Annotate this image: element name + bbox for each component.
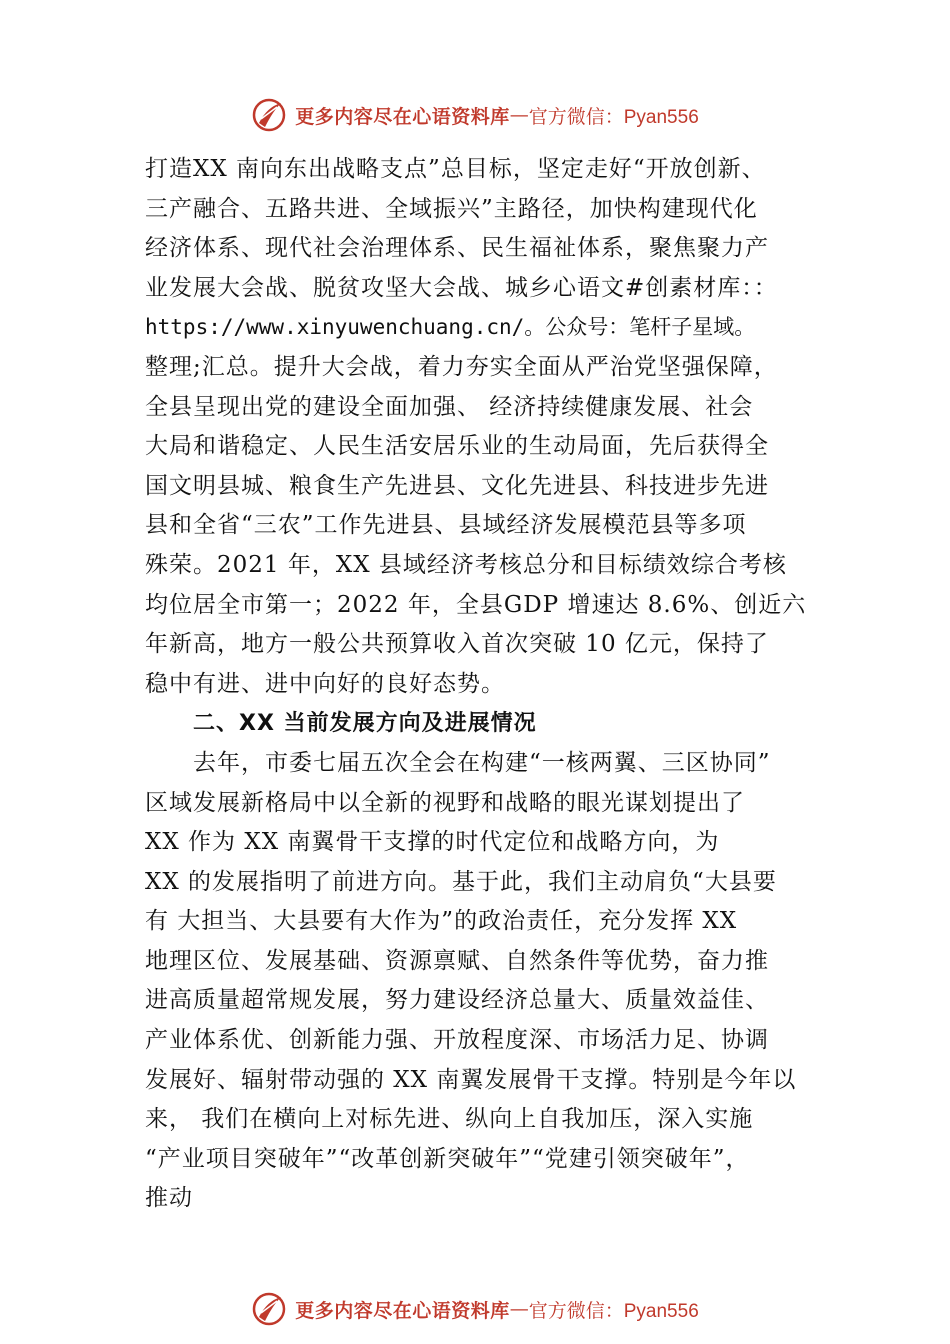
paragraph-line: XX 的发展指明了前进方向。基于此，我们主动肩负“大县要: [145, 868, 777, 895]
paragraph-line: 地理区位、发展基础、资源禀赋、自然条件等优势，奋力推: [145, 947, 769, 974]
paragraph-line: 有 大担当、大县要有大作为”的政治责任，充分发挥 XX: [145, 908, 738, 935]
paragraph-line: 年新高，地方一般公共预算收入首次突破 10 亿元，保持了: [145, 631, 769, 658]
paragraph-line: 国文明县城、粮食生产先进县、文化先进县、科技进步先进: [145, 472, 769, 499]
paragraph-line: 发展好、辐射带动强的 XX 南翼发展骨干支撑。特别是今年以: [145, 1066, 797, 1093]
paragraph-line: 产业体系优、创新能力强、开放程度深、市场活力足、协调: [145, 1027, 769, 1054]
paragraph-line: 大局和谐稳定、人民生活安居乐业的生动局面，先后获得全: [145, 433, 769, 460]
paragraph-line: 经济体系、现代社会治理体系、民生福祉体系，聚焦聚力产: [145, 235, 769, 262]
footer-banner: [0, 1286, 950, 1332]
paragraph-line: 来， 我们在横向上对标先进、纵向上自我加压，深入实施: [145, 1106, 754, 1133]
paragraph-line: 打造XX 南向东出战略支点”总目标，坚定走好“开放创新、: [145, 156, 766, 182]
banner-title: 更多内容尽在心语资料库: [295, 105, 510, 128]
paragraph-line: 稳中有进、进中向好的良好态势。: [145, 670, 505, 697]
document-body: [145, 150, 810, 1219]
paragraph-line: 县和全省“三农”工作先进县、县域经济发展模范县等多项: [145, 512, 747, 539]
paragraph-line: https://www.xinyuwenchuang.cn/。公众号：笔杆子星域。: [145, 315, 756, 340]
paragraph-line: 全县呈现出党的建设全面加强、 经济持续健康发展、社会: [145, 393, 754, 420]
paragraph-line: 推动: [145, 1185, 193, 1212]
header-banner: [0, 92, 950, 138]
logo-icon: [251, 97, 287, 133]
section-heading: 二、XX 当前发展方向及进展情况: [193, 711, 537, 737]
paragraph-line: 区域发展新格局中以全新的视野和战略的眼光谋划提出了: [145, 789, 745, 816]
paragraph-line: 整理;汇总。提升大会战，着力夯实全面从严治党坚强保障，: [145, 353, 778, 380]
banner-separator: —: [509, 104, 529, 126]
paragraph-line: 均位居全市第一；2022 年，全县GDP 增速达 8.6%、创近六: [145, 591, 807, 618]
paragraph-line: 业发展大会战、脱贫攻坚大会战、城乡心语文#创素材库：：: [145, 274, 778, 301]
paragraph-line: 去年，市委七届五次全会在构建“一核两翼、三区协同”: [193, 749, 771, 776]
paragraph-line: 殊荣。2021 年，XX 县域经济考核总分和目标绩效综合考核: [145, 551, 787, 578]
banner-title: 更多内容尽在心语资料库: [295, 1299, 510, 1322]
logo-icon: [251, 1291, 287, 1327]
paragraph-line: “产业项目突破年”“改革创新突破年”“党建引领突破年”，: [145, 1145, 750, 1172]
paragraph-line: 进高质量超常规发展，努力建设经济总量大、质量效益佳、: [145, 987, 769, 1014]
banner-contact: 官方微信：Pyan556: [528, 1300, 699, 1322]
paragraph-line: 三产融合、五路共进、全域振兴”主路径，加快构建现代化: [145, 195, 758, 222]
paragraph-line: XX 作为 XX 南翼骨干支撑的时代定位和战略方向，为: [145, 829, 720, 856]
banner-contact: 官方微信：Pyan556: [528, 106, 699, 128]
banner-separator: —: [509, 1298, 529, 1320]
